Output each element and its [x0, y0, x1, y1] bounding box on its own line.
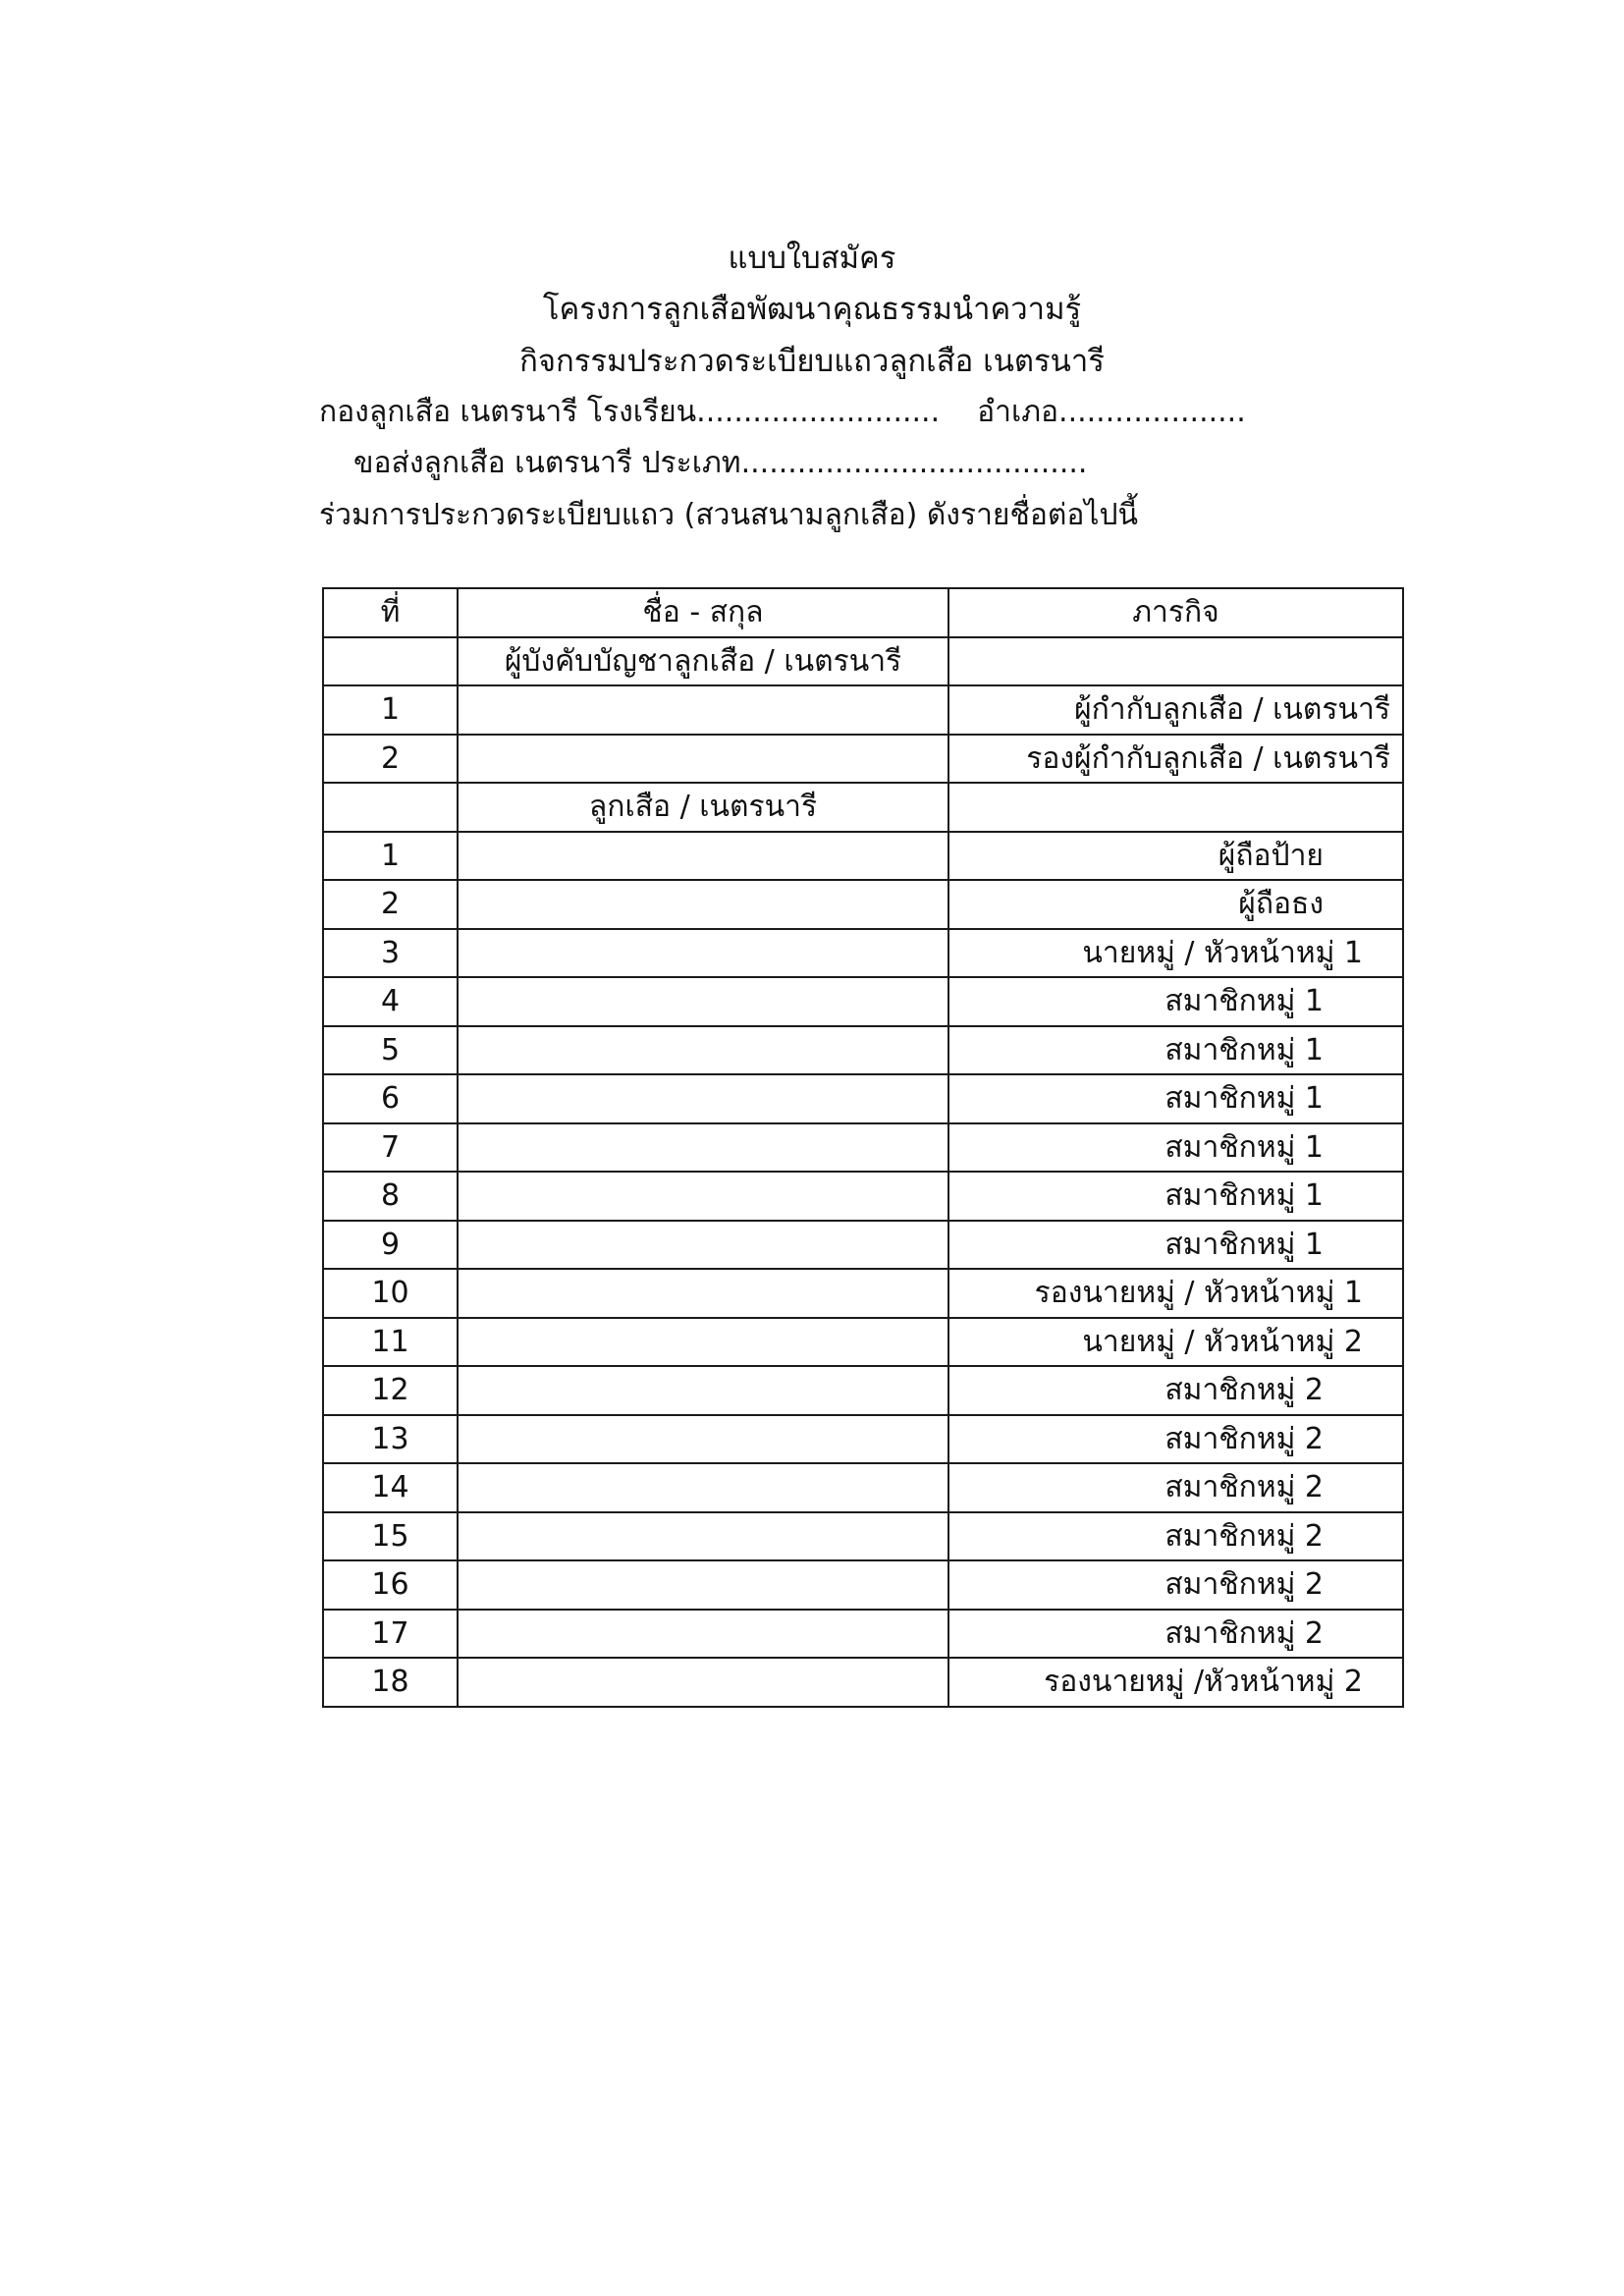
table-header-row [323, 588, 1403, 637]
section-no-cell [323, 783, 458, 832]
table-row [323, 735, 1403, 784]
row-duty: สมาชิกหมู่ 2 [948, 1512, 1403, 1561]
row-name-cell[interactable] [458, 1123, 948, 1173]
row-name-cell[interactable] [458, 1658, 948, 1707]
row-name-cell[interactable] [458, 685, 948, 735]
row-no: 10 [323, 1269, 458, 1318]
table-row [323, 1463, 1403, 1512]
table-row [323, 1318, 1403, 1367]
table-row [323, 977, 1403, 1026]
table-row [323, 1026, 1403, 1075]
row-no: 16 [323, 1560, 458, 1610]
row-duty: สมาชิกหมู่ 2 [948, 1463, 1403, 1512]
row-name-cell[interactable] [458, 1560, 948, 1610]
section-row-leaders [323, 637, 1403, 686]
section-no-cell [323, 637, 458, 686]
row-duty: สมาชิกหมู่ 1 [948, 1123, 1403, 1173]
row-no: 1 [323, 685, 458, 735]
table-body [323, 637, 1403, 1707]
row-no: 14 [323, 1463, 458, 1512]
table-row [323, 1172, 1403, 1221]
header-name: ชื่อ - สกุล [458, 588, 948, 637]
section-row-scouts [323, 783, 1403, 832]
row-name-cell[interactable] [458, 735, 948, 784]
table-row [323, 1269, 1403, 1318]
row-no: 7 [323, 1123, 458, 1173]
section-duty-cell [948, 783, 1403, 832]
section-duty-cell [948, 637, 1403, 686]
row-name-cell[interactable] [458, 929, 948, 978]
row-no: 5 [323, 1026, 458, 1075]
category-line: ขอส่งลูกเสือ เนตรนารี ประเภท..................................... [353, 446, 1088, 480]
school-field: กองลูกเสือ เนตรนารี โรงเรียน.......................... [319, 395, 941, 429]
row-duty: ผู้ถือธง [948, 880, 1403, 929]
row-duty: รองผู้กำกับลูกเสือ / เนตรนารี [948, 735, 1403, 784]
row-no: 4 [323, 977, 458, 1026]
row-no: 15 [323, 1512, 458, 1561]
table-row [323, 1074, 1403, 1123]
row-no: 1 [323, 832, 458, 881]
row-duty: นายหมู่ / หัวหน้าหมู่ 2 [948, 1318, 1403, 1367]
row-no: 2 [323, 880, 458, 929]
row-duty: สมาชิกหมู่ 2 [948, 1415, 1403, 1464]
table-row [323, 880, 1403, 929]
table-row [323, 1658, 1403, 1707]
row-no: 9 [323, 1221, 458, 1270]
row-name-cell[interactable] [458, 1026, 948, 1075]
project-name: โครงการลูกเสือพัฒนาคุณธรรมนำความรู้ [542, 292, 1082, 327]
row-duty: สมาชิกหมู่ 1 [948, 1221, 1403, 1270]
row-name-cell[interactable] [458, 1074, 948, 1123]
row-no: 18 [323, 1658, 458, 1707]
section-label-scouts: ลูกเสือ / เนตรนารี [458, 783, 948, 832]
row-no: 8 [323, 1172, 458, 1221]
row-duty: รองนายหมู่ /หัวหน้าหมู่ 2 [948, 1658, 1403, 1707]
row-duty: สมาชิกหมู่ 1 [948, 1026, 1403, 1075]
registration-table [322, 587, 1404, 1708]
row-name-cell[interactable] [458, 1415, 948, 1464]
form-title: แบบใบสมัคร [728, 241, 896, 276]
row-duty: รองนายหมู่ / หัวหน้าหมู่ 1 [948, 1269, 1403, 1318]
row-name-cell[interactable] [458, 1366, 948, 1415]
row-duty: ผู้กำกับลูกเสือ / เนตรนารี [948, 685, 1403, 735]
row-name-cell[interactable] [458, 1172, 948, 1221]
row-duty: สมาชิกหมู่ 1 [948, 1074, 1403, 1123]
row-no: 13 [323, 1415, 458, 1464]
row-no: 17 [323, 1610, 458, 1659]
row-name-cell[interactable] [458, 1269, 948, 1318]
row-no: 6 [323, 1074, 458, 1123]
section-label-leaders: ผู้บังคับบัญชาลูกเสือ / เนตรนารี [458, 637, 948, 686]
table-row [323, 929, 1403, 978]
header-duty: ภารกิจ [948, 588, 1403, 637]
row-name-cell[interactable] [458, 880, 948, 929]
table-row [323, 1123, 1403, 1173]
row-name-cell[interactable] [458, 1221, 948, 1270]
table-row [323, 1366, 1403, 1415]
row-duty: นายหมู่ / หัวหน้าหมู่ 1 [948, 929, 1403, 978]
school-line [319, 393, 1246, 432]
row-name-cell[interactable] [458, 1610, 948, 1659]
row-duty: สมาชิกหมู่ 2 [948, 1560, 1403, 1610]
header-no: ที่ [323, 588, 458, 637]
row-no: 3 [323, 929, 458, 978]
row-duty: สมาชิกหมู่ 2 [948, 1610, 1403, 1659]
row-no: 2 [323, 735, 458, 784]
row-name-cell[interactable] [458, 1512, 948, 1561]
row-duty: สมาชิกหมู่ 1 [948, 977, 1403, 1026]
row-duty: สมาชิกหมู่ 1 [948, 1172, 1403, 1221]
row-no: 12 [323, 1366, 458, 1415]
table-row [323, 1512, 1403, 1561]
row-name-cell[interactable] [458, 832, 948, 881]
row-no: 11 [323, 1318, 458, 1367]
row-name-cell[interactable] [458, 1318, 948, 1367]
row-duty: ผู้ถือป้าย [948, 832, 1403, 881]
table-row [323, 1610, 1403, 1659]
district-field: อำเภอ.................... [977, 395, 1246, 429]
row-duty: สมาชิกหมู่ 2 [948, 1366, 1403, 1415]
table-row [323, 1221, 1403, 1270]
table-row [323, 1560, 1403, 1610]
activity-name: กิจกรรมประกวดระเบียบแถวลูกเสือ เนตรนารี [519, 344, 1105, 379]
table-row [323, 832, 1403, 881]
row-name-cell[interactable] [458, 1463, 948, 1512]
table-row [323, 1415, 1403, 1464]
table-row [323, 685, 1403, 735]
intro-line: ร่วมการประกวดระเบียบแถว (สวนสนามลูกเสือ) ดังรายชื่อต่อไปนี้ [319, 498, 1139, 532]
row-name-cell[interactable] [458, 977, 948, 1026]
